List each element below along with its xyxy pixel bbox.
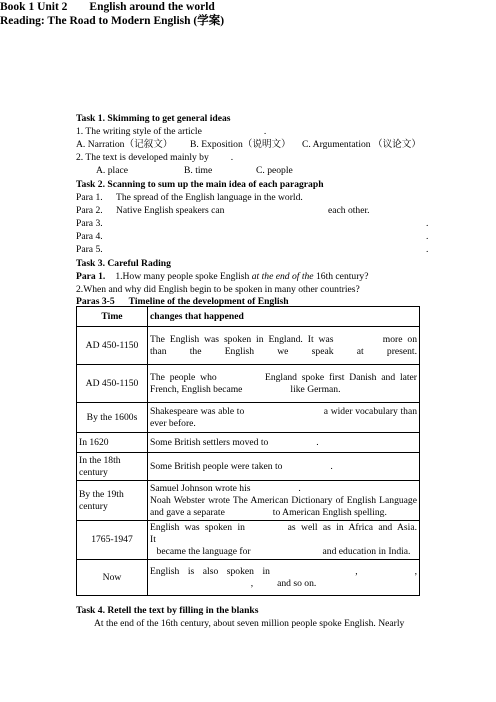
unit-heading: [0, 0, 496, 14]
reading-title: Reading: The Road to Modern English (学案): [0, 15, 225, 27]
task2-para2-text: Native English speakers can: [116, 205, 225, 216]
task1-q2-option-b: B. time: [184, 165, 213, 176]
header-time: Time: [77, 307, 148, 327]
table-row: [77, 327, 420, 365]
row-changes: English is also spoken in , , , and so on.: [148, 560, 420, 596]
unit-title: English around the world: [89, 1, 215, 13]
row-time: Now: [77, 560, 148, 596]
row-time: In the 18th century: [77, 453, 148, 481]
task2-para3-end: .: [426, 218, 429, 229]
task2-para5-label: Para 5.: [76, 244, 103, 255]
task2-para1-text: The spread of the English language in the world.: [116, 192, 303, 203]
task3-paras-label: Paras 3-5 Timeline of the development of English: [76, 296, 289, 307]
task1-q2-option-a: A. place: [96, 165, 128, 176]
row-changes: English was spoken in as well as in Africa and Asia. It became the language for and education in India.: [148, 521, 420, 560]
table-row: [77, 481, 420, 521]
task2-heading: Task 2. Scanning to sum up the main idea of each paragraph: [76, 179, 324, 190]
task1-q2-option-c: C. people: [256, 165, 293, 176]
task1-q1-option-b: B. Exposition（说明文）: [190, 139, 291, 150]
task3-question-2: 2.When and why did English begin to be spoken in many other countries?: [76, 284, 360, 295]
task2-para5-end: .: [426, 244, 429, 255]
row-time: In 1620: [77, 433, 148, 453]
table-row: [77, 521, 420, 560]
task2-para2-end: each other.: [328, 205, 370, 216]
table-row: [77, 453, 420, 481]
timeline-table: [76, 306, 420, 596]
row-time: By the 19th century: [77, 481, 148, 521]
task1-q1-option-a: A. Narration（记叙文）: [76, 139, 173, 150]
task3-heading: Task 3. Careful Rading: [76, 258, 171, 269]
row-changes: The English was spoken in England. It was more on than the English we speak at present.: [148, 327, 420, 365]
table-header-row: [77, 307, 420, 327]
row-changes: Shakespeare was able to a wider vocabulary than ever before.: [148, 403, 420, 433]
task1-question-2: 2. The text is developed mainly by .: [76, 152, 234, 163]
task2-para4-end: .: [426, 231, 429, 242]
row-time: AD 450-1150: [77, 327, 148, 365]
task2-para1-label: Para 1.: [76, 192, 103, 203]
task2-para2-label: Para 2.: [76, 205, 103, 216]
task1-question-1: 1. The writing style of the article .: [76, 126, 267, 137]
task4-heading: Task 4. Retell the text by filling in the blanks: [76, 605, 259, 616]
table-row: [77, 560, 420, 596]
table-row: [77, 403, 420, 433]
header-changes: changes that happened: [148, 307, 420, 327]
row-changes: The people who England spoke first Danish and later French, English became like German.: [148, 365, 420, 403]
row-time: 1765-1947: [77, 521, 148, 560]
row-changes: Samuel Johnson wrote his . Noah Webster wrote The American Dictionary of English Language and gave a separate to American English spelling.: [148, 481, 420, 521]
task3-para1-question: Para 1. 1.How many people spoke English at the end of the 16th century?: [76, 271, 369, 282]
task4-text: At the end of the 16th century, about seven million people spoke English. Nearly: [94, 618, 405, 629]
unit-label: Book 1 Unit 2: [0, 1, 68, 13]
row-changes: Some British people were taken to .: [148, 453, 420, 481]
task1-heading: Task 1. Skimming to get general ideas: [76, 113, 231, 124]
task1-q1-option-c: C. Argumentation （议论文）: [302, 139, 421, 150]
table-row: [77, 365, 420, 403]
task2-para3-label: Para 3.: [76, 218, 103, 229]
row-time: By the 1600s: [77, 403, 148, 433]
task2-para4-label: Para 4.: [76, 231, 103, 242]
row-changes: Some British settlers moved to .: [148, 433, 420, 453]
row-time: AD 450-1150: [77, 365, 148, 403]
table-row: [77, 433, 420, 453]
